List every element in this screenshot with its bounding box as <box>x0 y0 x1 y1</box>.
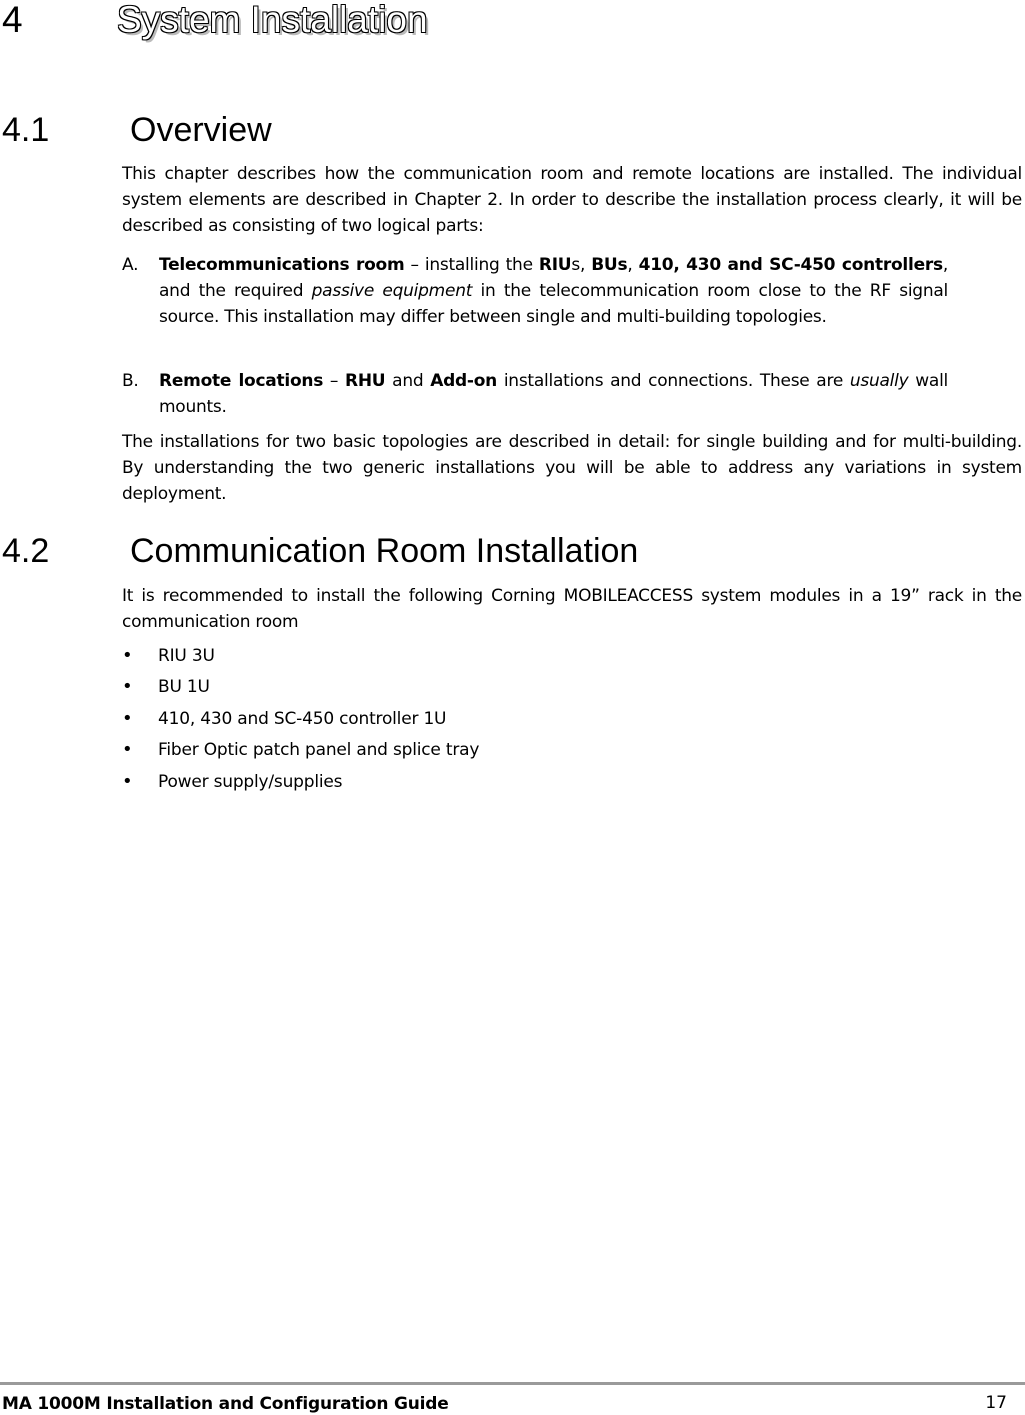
section-number: 4.2 <box>2 532 50 570</box>
list-item-text: RIU 3U <box>158 646 215 666</box>
chapter-heading <box>2 0 1002 42</box>
list-item <box>122 706 1002 732</box>
bullet: • <box>122 771 133 792</box>
list-item-remote-locations <box>122 368 948 420</box>
footer-divider <box>0 1382 1025 1385</box>
list-item <box>122 769 1002 795</box>
emphasis: usually <box>849 371 909 391</box>
emphasis: passive equipment <box>311 281 473 301</box>
list-marker: B. <box>122 371 139 391</box>
chapter-number: 4 <box>2 0 23 40</box>
section-heading-overview <box>2 110 1002 150</box>
list-item <box>122 643 1002 669</box>
list-item-body: Telecommunications room – installing the RIUs, BUs, 410, 430 and SC-450 controllers, and the required passive equipment in the telecommunication room close to the RF signal source. This installation may differ between single and multi-building topologies. <box>159 255 949 327</box>
term: Remote locations <box>159 371 324 391</box>
list-item-text: Fiber Optic patch panel and splice tray <box>158 740 480 760</box>
footer-document-title: MA 1000M Installation and Configuration Guide <box>2 1394 449 1414</box>
term: Telecommunications room <box>159 255 405 275</box>
section-title: Overview <box>130 111 272 149</box>
chapter-title: System Installation <box>117 0 428 40</box>
section-number: 4.1 <box>2 111 50 149</box>
list-item <box>122 674 1002 700</box>
list-item-text: Power supply/supplies <box>158 772 343 792</box>
list-marker: A. <box>122 255 139 275</box>
list-item-text: BU 1U <box>158 677 210 697</box>
section-heading-communication-room <box>2 531 1002 571</box>
bullet: • <box>122 708 133 729</box>
list-item-body: Remote locations – RHU and Add-on installations and connections. These are usually wall mounts. <box>159 371 949 417</box>
bullet: • <box>122 739 133 760</box>
communication-room-intro-paragraph: It is recommended to install the following Corning MOBILEACCESS system modules in a 19” rack in the communication room <box>122 586 1022 632</box>
footer-page-number: 17 <box>985 1393 1007 1413</box>
overview-intro-paragraph: This chapter describes how the communication room and remote locations are installed. The individual system elements are described in Chapter 2. In order to describe the installation process clearly, it will be described as consisting of two logical parts: <box>122 164 1022 236</box>
bullet: • <box>122 645 133 666</box>
list-item <box>122 737 1002 763</box>
overview-closing-paragraph: The installations for two basic topologies are described in detail: for single building and for multi-building. By understanding the two generic installations you will be able to address any variations in system deployment. <box>122 432 1022 504</box>
list-item-telecommunications-room <box>122 252 948 330</box>
section-title: Communication Room Installation <box>130 532 639 570</box>
bullet: • <box>122 676 133 697</box>
list-item-text: 410, 430 and SC-450 controller 1U <box>158 709 447 729</box>
